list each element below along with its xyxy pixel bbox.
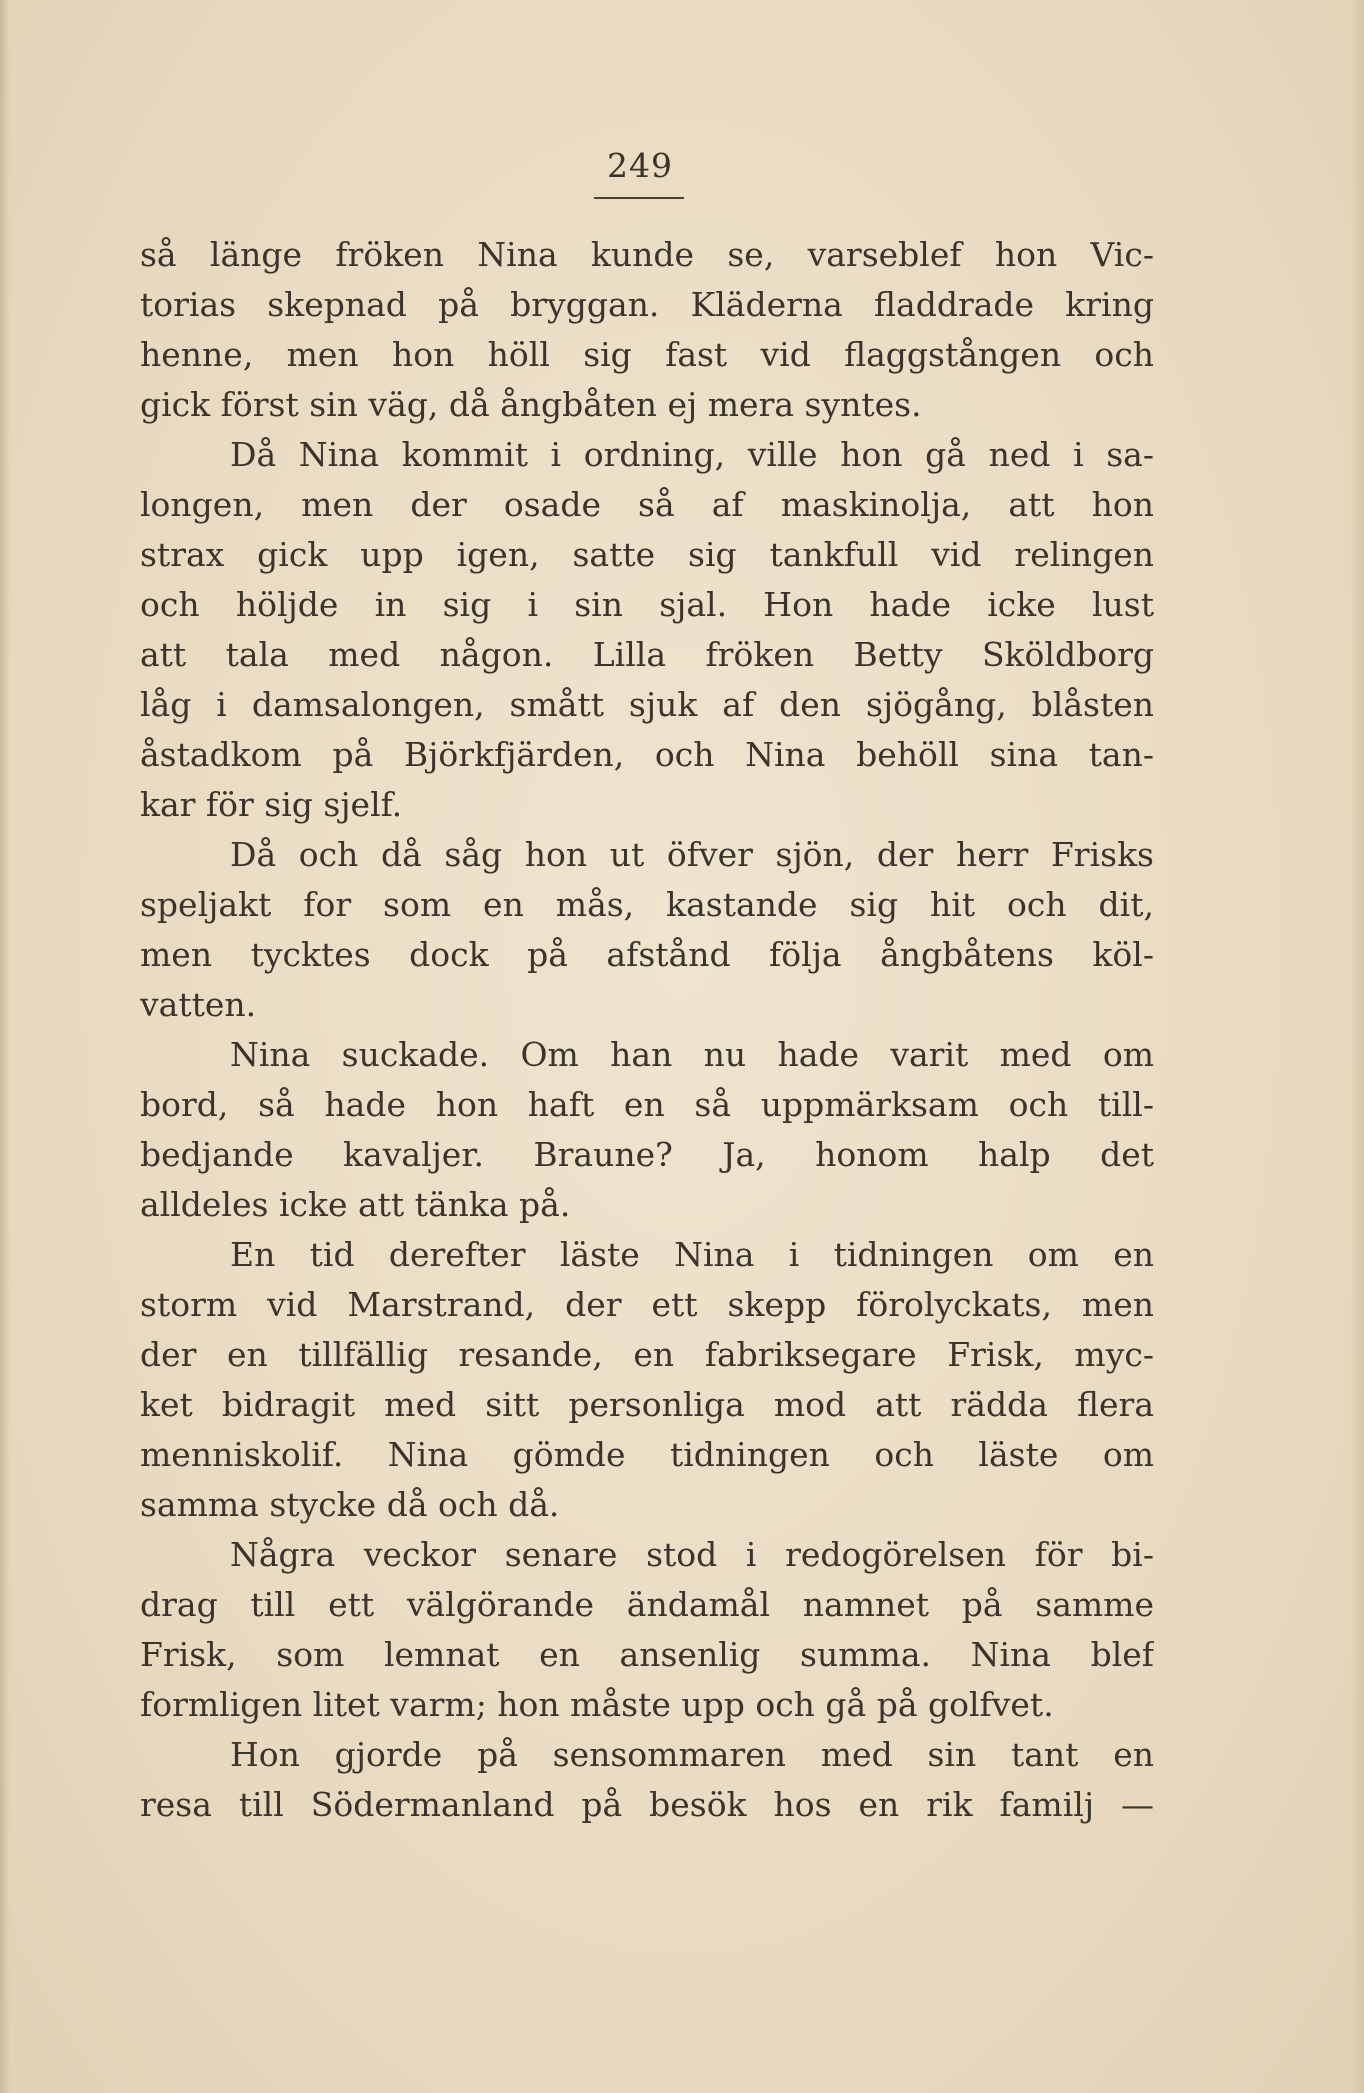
text-line: så länge fröken Nina kunde se, varseblef hon Vic- — [140, 235, 1154, 274]
text-line: menniskolif. Nina gömde tidningen och läste om — [140, 1435, 1154, 1474]
text-line: gick först sin väg, då ångbåten ej mera syntes. — [140, 385, 922, 424]
text-line: En tid derefter läste Nina i tidningen om en — [230, 1235, 1154, 1274]
text-line: vatten. — [140, 985, 257, 1024]
text-line: storm vid Marstrand, der ett skepp förolyckats, men — [140, 1285, 1154, 1324]
text-line: Då och då såg hon ut öfver sjön, der herr Frisks — [230, 835, 1154, 874]
page-number: 249 — [607, 146, 673, 185]
page-number-rule — [594, 197, 684, 199]
text-line: att tala med någon. Lilla fröken Betty Sköldborg — [140, 635, 1154, 674]
text-line: låg i damsalongen, smått sjuk af den sjögång, blåsten — [140, 685, 1154, 724]
text-line: formligen litet varm; hon måste upp och gå på golfvet. — [140, 1685, 1054, 1724]
text-line: samma stycke då och då. — [140, 1485, 560, 1524]
text-line: torias skepnad på bryggan. Kläderna fladdrade kring — [140, 285, 1154, 324]
text-line: Några veckor senare stod i redogörelsen för bi- — [230, 1535, 1154, 1574]
text-line: kar för sig sjelf. — [140, 785, 403, 824]
body-text — [140, 230, 1154, 1830]
text-line: bord, så hade hon haft en så uppmärksam och till- — [140, 1085, 1154, 1124]
text-line: Frisk, som lemnat en ansenlig summa. Nina blef — [140, 1635, 1154, 1674]
text-line: der en tillfällig resande, en fabriksegare Frisk, myc- — [140, 1335, 1154, 1374]
text-line: longen, men der osade så af maskinolja, att hon — [140, 485, 1154, 524]
text-line: Nina suckade. Om han nu hade varit med om — [230, 1035, 1154, 1074]
text-line: och höljde in sig i sin sjal. Hon hade icke lust — [140, 585, 1154, 624]
text-line: bedjande kavaljer. Braune? Ja, honom halp det — [140, 1135, 1154, 1174]
text-line: Då Nina kommit i ordning, ville hon gå ned i sa- — [230, 435, 1154, 474]
page-edge-right — [1350, 0, 1364, 2093]
text-line: resa till Södermanland på besök hos en rik familj — — [140, 1785, 1154, 1824]
text-line: strax gick upp igen, satte sig tankfull vid relingen — [140, 535, 1154, 574]
text-line: drag till ett välgörande ändamål namnet på samme — [140, 1585, 1154, 1624]
text-line: speljakt for som en mås, kastande sig hit och dit, — [140, 885, 1154, 924]
text-line: åstadkom på Björkfjärden, och Nina behöll sina tan- — [140, 735, 1154, 774]
text-line: henne, men hon höll sig fast vid flaggstången och — [140, 335, 1154, 374]
text-line: ket bidragit med sitt personliga mod att rädda flera — [140, 1385, 1154, 1424]
text-line: Hon gjorde på sensommaren med sin tant en — [230, 1735, 1154, 1774]
text-line: alldeles icke att tänka på. — [140, 1185, 571, 1224]
page-edge-left — [0, 0, 10, 2093]
text-line: men tycktes dock på afstånd följa ångbåtens köl- — [140, 935, 1154, 974]
